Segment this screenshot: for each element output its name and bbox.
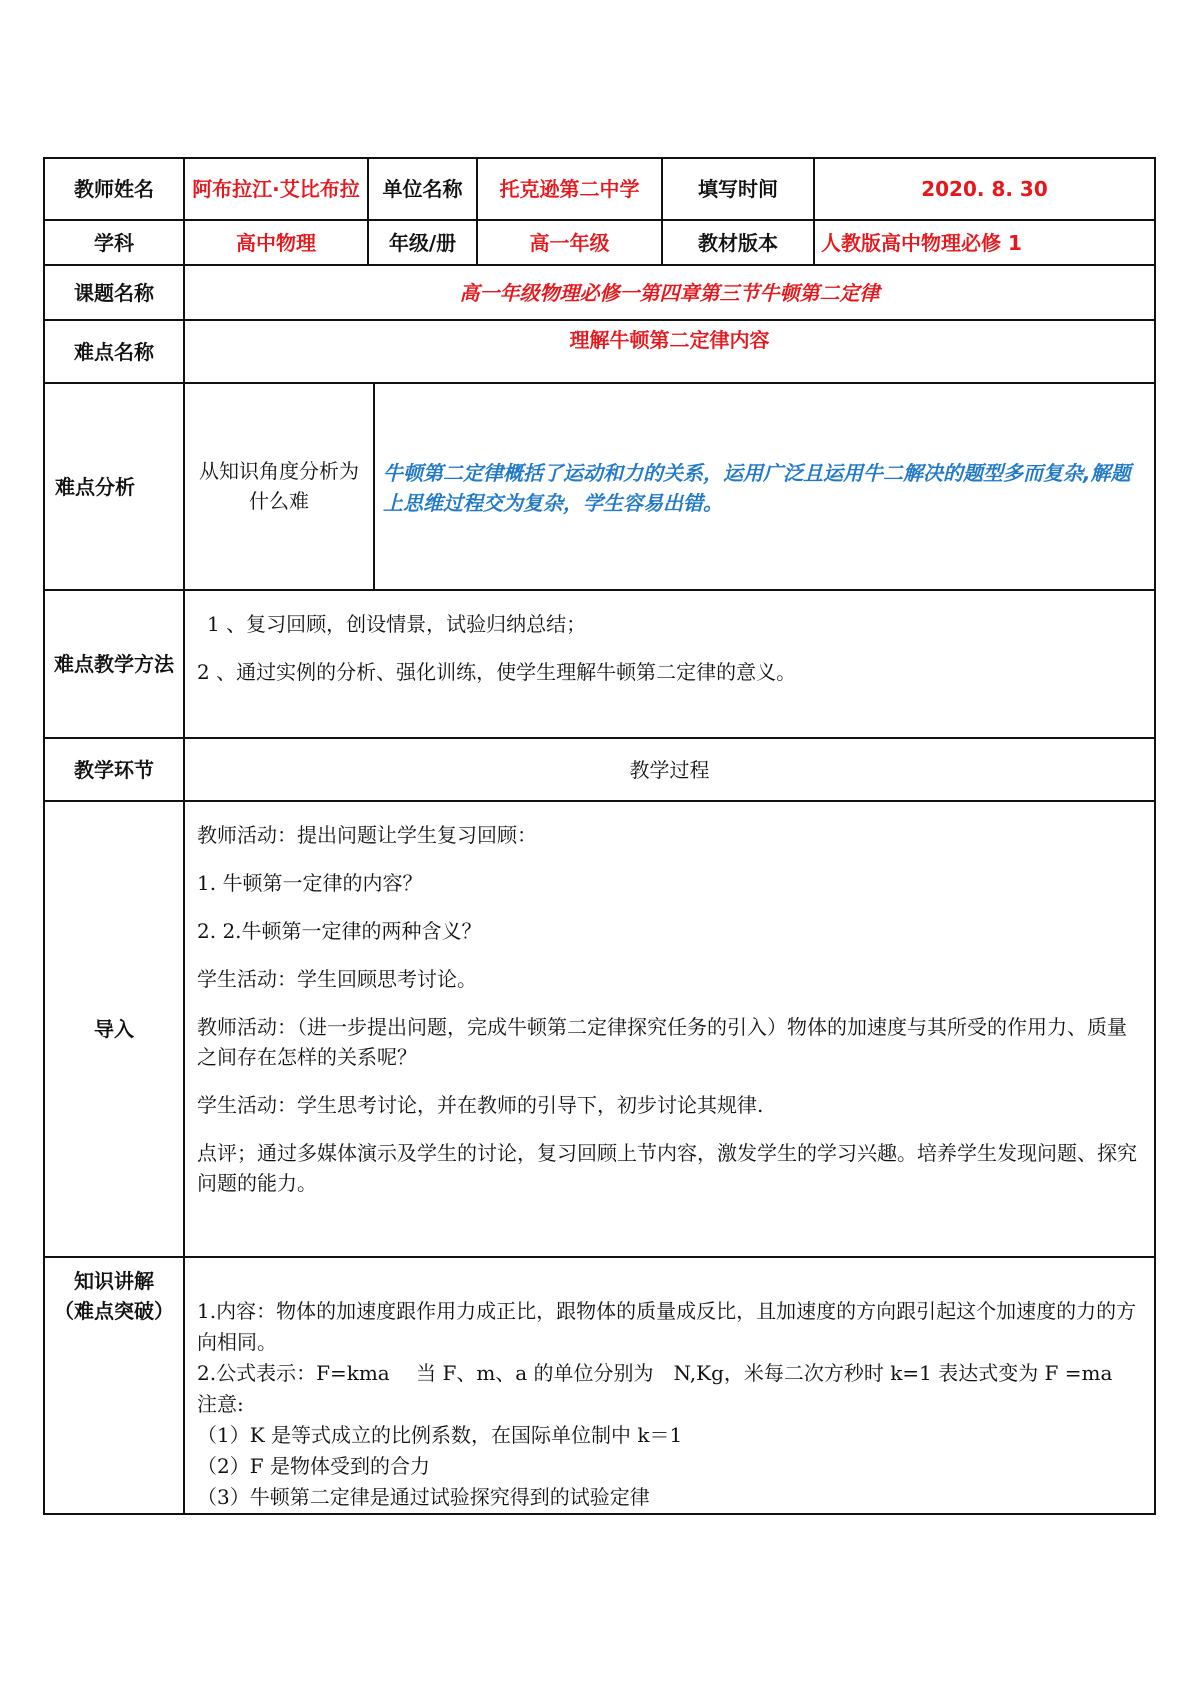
unit-value: 托克逊第二中学 bbox=[477, 158, 662, 220]
analysis-label: 难点分析 bbox=[44, 383, 184, 590]
intro-paragraph: 点评；通过多媒体演示及学生的讨论，复习回顾上节内容，激发学生的学习兴趣。培养学生发现问题、探究问题的能力。 bbox=[197, 1141, 1137, 1195]
header-row-2 bbox=[44, 220, 1155, 265]
method-label: 难点教学方法 bbox=[44, 590, 184, 738]
subject-label: 学科 bbox=[44, 220, 184, 265]
grade-value: 高一年级 bbox=[477, 220, 662, 265]
difficulty-row bbox=[44, 320, 1155, 383]
edition-label: 教材版本 bbox=[662, 220, 814, 265]
intro-paragraph: 学生活动：学生思考讨论，并在教师的引导下，初步讨论其规律. bbox=[197, 1093, 764, 1117]
topic-label: 课题名称 bbox=[44, 265, 184, 320]
section-row bbox=[44, 738, 1155, 801]
knowledge-label bbox=[44, 1257, 184, 1514]
edition-value: 人教版高中物理必修 1 bbox=[814, 220, 1155, 265]
knowledge-line: （1）K 是等式成立的比例系数，在国际单位制中 k＝1 bbox=[197, 1423, 683, 1447]
analysis-row bbox=[44, 383, 1155, 590]
knowledge-label-line2: （难点突破） bbox=[54, 1299, 174, 1323]
method-cell bbox=[184, 590, 1155, 738]
intro-paragraph: 1. 牛顿第一定律的内容？ bbox=[197, 871, 423, 895]
intro-paragraph: 学生活动：学生回顾思考讨论。 bbox=[197, 967, 477, 991]
intro-paragraph: 2. 2.牛顿第一定律的两种含义？ bbox=[197, 919, 482, 943]
grade-label: 年级/册 bbox=[368, 220, 477, 265]
topic-row bbox=[44, 265, 1155, 320]
intro-cell bbox=[184, 801, 1155, 1257]
knowledge-line: （3）牛顿第二定律是通过试验探究得到的试验定律 bbox=[197, 1485, 650, 1509]
intro-paragraph: 教师活动：（进一步提出问题，完成牛顿第二定律探究任务的引入）物体的加速度与其所受的作用力、质量之间存在怎样的关系呢？ bbox=[197, 1015, 1127, 1069]
subject-value: 高中物理 bbox=[184, 220, 368, 265]
knowledge-line: 2.公式表示：F=kma 当 F、m、a 的单位分别为 N,Kg，米每二次方秒时 k=1 表达式变为 F =ma bbox=[197, 1361, 1113, 1385]
method-item-2: 2 、通过实例的分析、强化训练，使学生理解牛顿第二定律的意义。 bbox=[197, 660, 797, 684]
knowledge-line: 注意: bbox=[197, 1392, 244, 1416]
difficulty-value: 理解牛顿第二定律内容 bbox=[184, 320, 1155, 383]
teacher-value: 阿布拉江·艾比布拉 bbox=[184, 158, 368, 220]
method-item-1: 1 、复习回顾，创设情景，试验归纳总结； bbox=[207, 612, 587, 636]
topic-value: 高一年级物理必修一第四章第三节牛顿第二定律 bbox=[184, 265, 1155, 320]
date-value: 2020. 8. 30 bbox=[814, 158, 1155, 220]
knowledge-cell bbox=[184, 1257, 1155, 1514]
method-row bbox=[44, 590, 1155, 738]
knowledge-label-line1: 知识讲解 bbox=[74, 1269, 154, 1293]
knowledge-row bbox=[44, 1257, 1155, 1514]
unit-label: 单位名称 bbox=[368, 158, 477, 220]
analysis-text: 牛顿第二定律概括了运动和力的关系，运用广泛且运用牛二解决的题型多而复杂,解题上思维过程交为复杂，学生容易出错。 bbox=[374, 383, 1155, 590]
knowledge-line: （2）F 是物体受到的合力 bbox=[197, 1454, 430, 1478]
difficulty-label: 难点名称 bbox=[44, 320, 184, 383]
header-row-1 bbox=[44, 158, 1155, 220]
analysis-sub-label: 从知识角度分析为什么难 bbox=[184, 383, 374, 590]
intro-row bbox=[44, 801, 1155, 1257]
lesson-plan-table bbox=[43, 157, 1156, 1515]
knowledge-line: 1.内容：物体的加速度跟作用力成正比，跟物体的质量成反比，且加速度的方向跟引起这个加速度的力的方向相同。 bbox=[197, 1299, 1137, 1354]
teacher-label: 教师姓名 bbox=[44, 158, 184, 220]
intro-label: 导入 bbox=[44, 801, 184, 1257]
intro-paragraph: 教师活动：提出问题让学生复习回顾： bbox=[197, 823, 537, 847]
process-label: 教学过程 bbox=[184, 738, 1155, 801]
section-label: 教学环节 bbox=[44, 738, 184, 801]
date-label: 填写时间 bbox=[662, 158, 814, 220]
